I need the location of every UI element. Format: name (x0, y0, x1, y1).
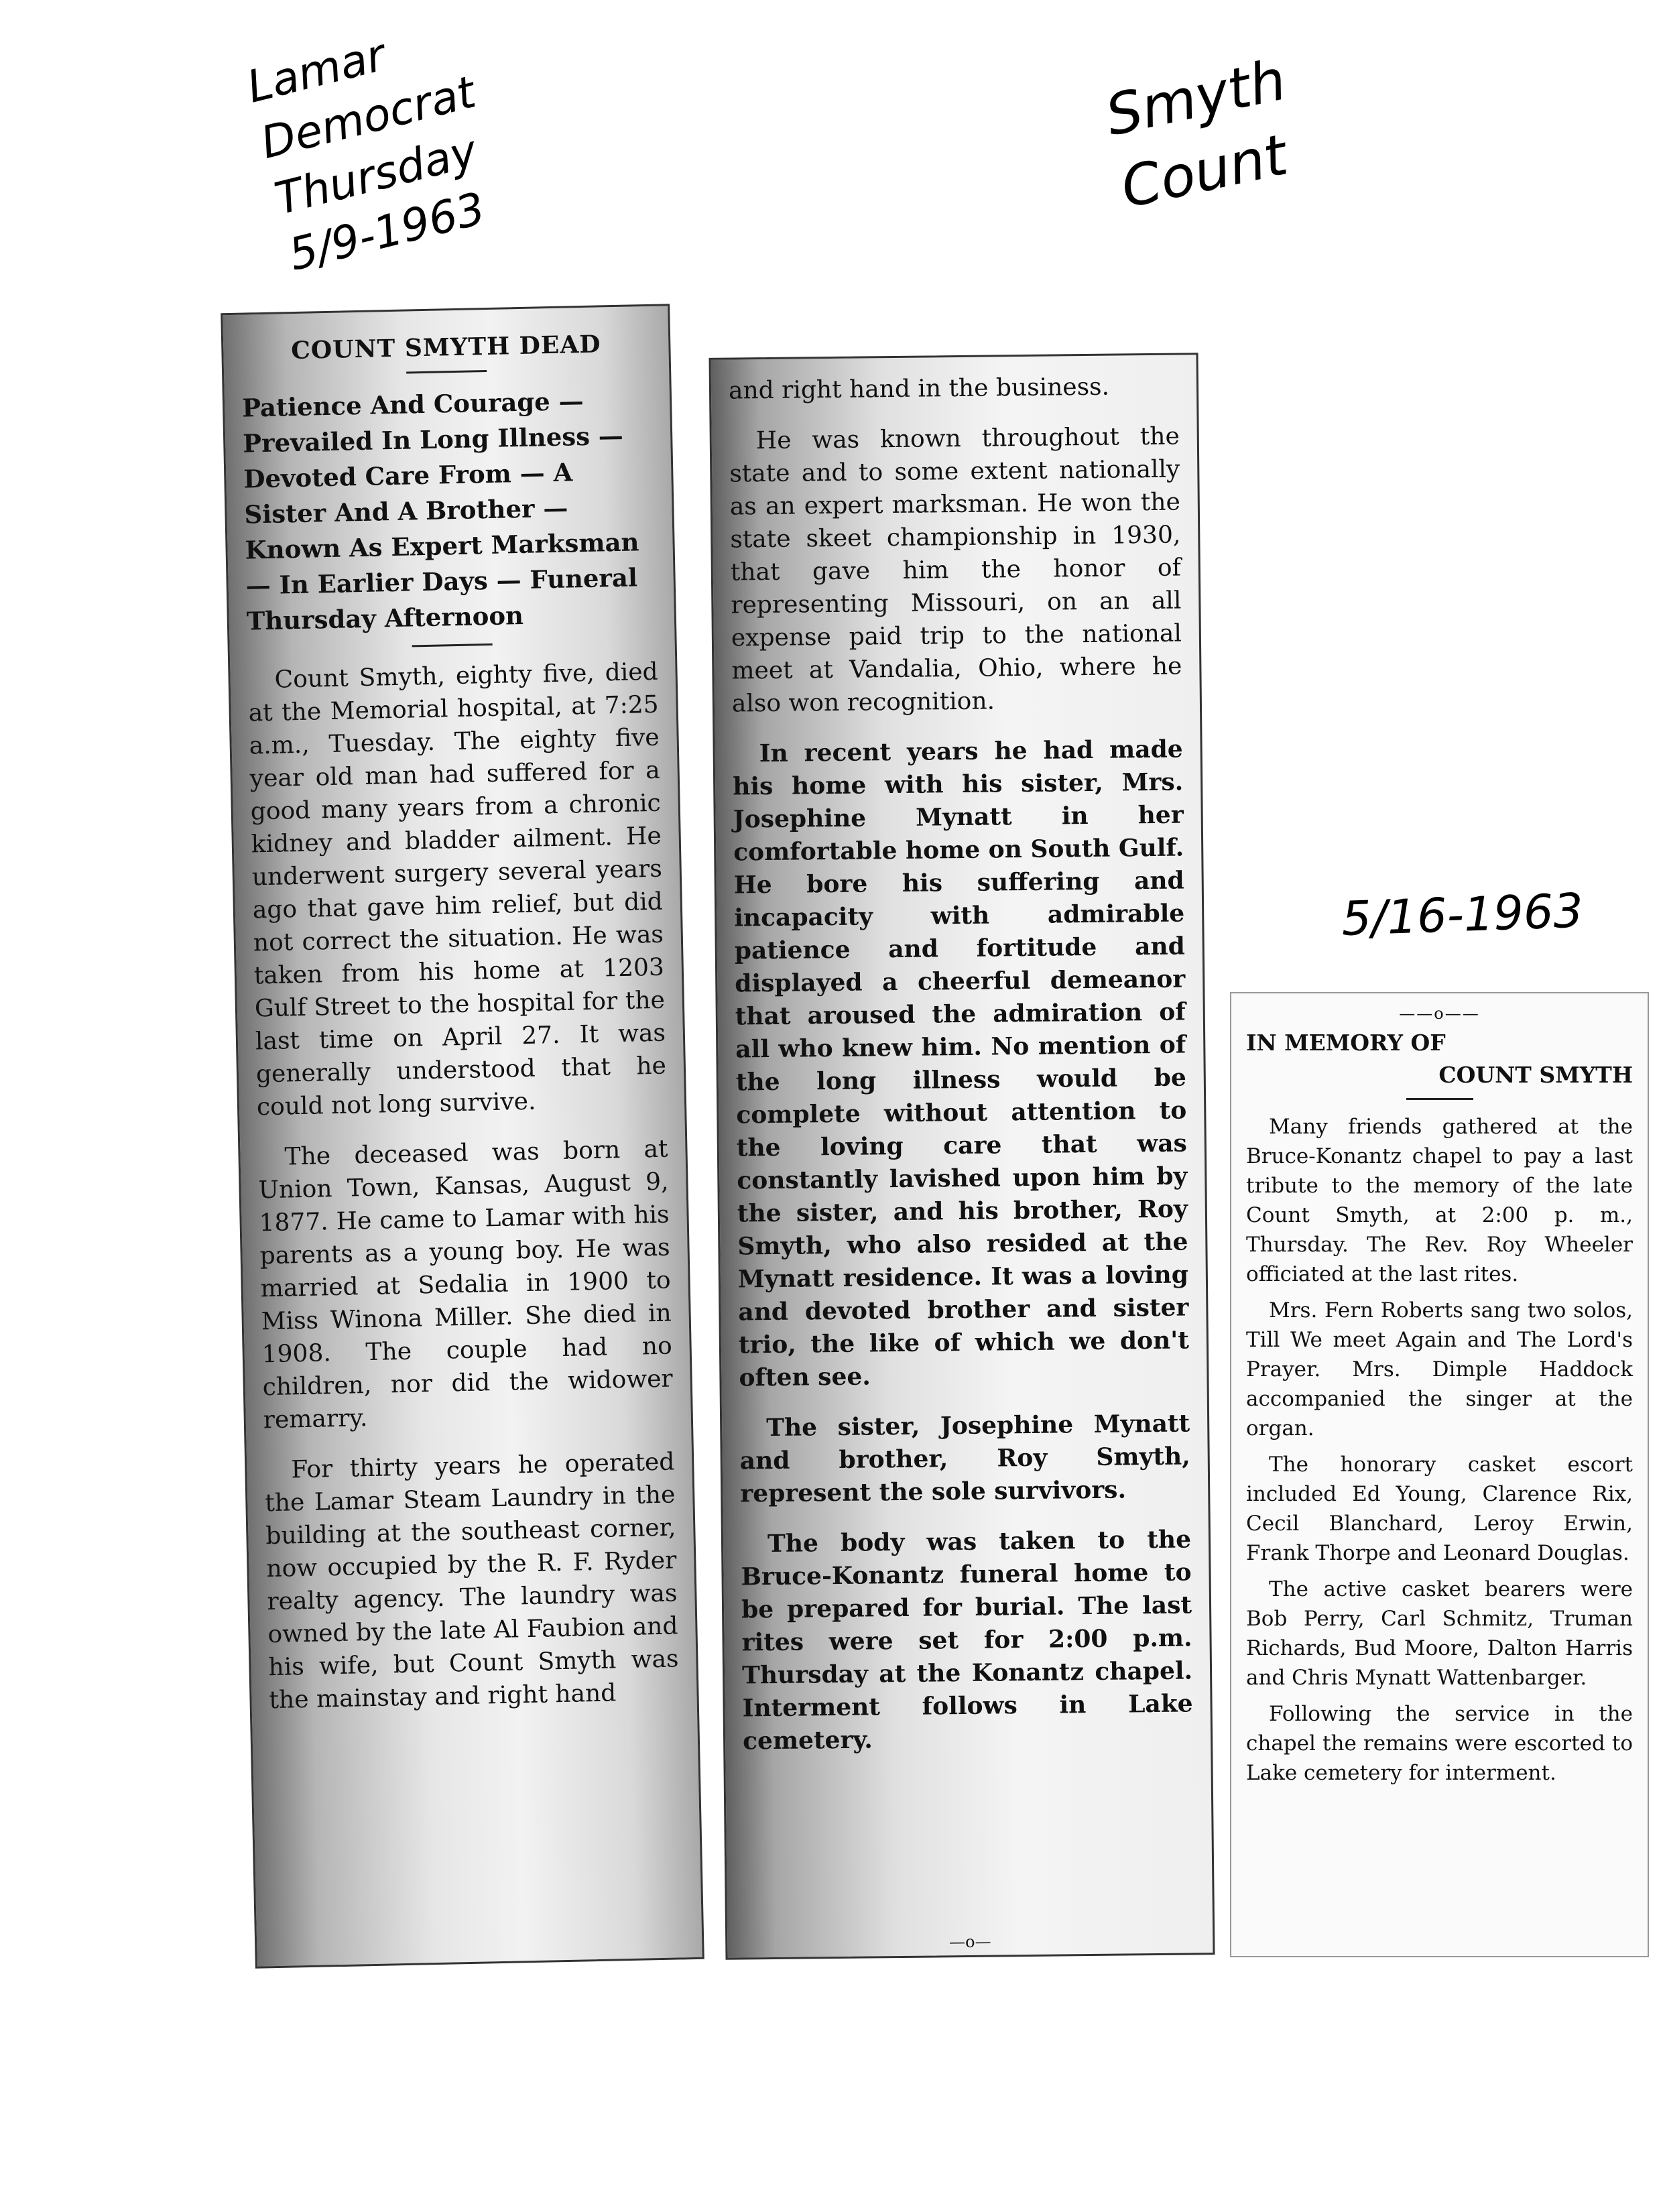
end-ornament: —o— (948, 1932, 991, 1952)
obituary-deck: Patience And Courage — Prevailed In Long Illness — Devoted Care From — A Sister And A Brother — Known As Expert Marksman — In Earlier Days — Funeral Thursday Afternoon (241, 385, 639, 636)
handwritten-source-note: Lamar Democrat Thursday 5/9-1963 (241, 29, 491, 281)
divider (412, 643, 493, 648)
memorial-title (1246, 1027, 1633, 1091)
paragraph: The sister, Josephine Mynatt and brother, Roy Smyth, represent the sole survivors. (739, 1409, 1190, 1508)
handwritten-date: 5/16-1963 (1341, 883, 1585, 946)
paragraph: Mrs. Fern Roberts sang two solos, Till We meet Again and The Lord's Prayer. Mrs. Dimple Haddock accompanied the singer at the organ. (1246, 1298, 1633, 1440)
memorial-clipping (1230, 992, 1649, 1957)
ornament: ——o—— (1399, 1004, 1480, 1023)
paragraph: The honorary casket escort included Ed Young, Clarence Rix, Cecil Blanchard, Leroy Erwin, Frank Thorpe and Leonard Douglas. (1246, 1453, 1633, 1565)
divider (406, 370, 487, 374)
memorial-title-line-2: COUNT SMYTH (1438, 1062, 1633, 1088)
paragraph: Following the service in the chapel the remains were escorted to Lake cemetery for interment. (1246, 1702, 1633, 1785)
paragraph: The active casket bearers were Bob Perry, Carl Schmitz, Truman Richards, Bud Moore, Dalton Harris and Chris Mynatt Wattenbarger. (1246, 1577, 1633, 1690)
obituary-clipping-column-1 (221, 304, 704, 1968)
paragraph: and right hand in the business. (728, 373, 1110, 405)
paragraph: The deceased was born at Union Town, Kansas, August 9, 1877. He came to Lamar with his parents as a young boy. He was married at Sedalia in 1900 to Miss Winona Miller. She died in 1908. The couple had no children, nor did the widower remarry. (258, 1135, 674, 1434)
obituary-clipping-column-2 (709, 353, 1215, 1960)
memorial-title-line-1: IN MEMORY OF (1246, 1030, 1446, 1056)
handwritten-subject-name: Smyth Count (1100, 46, 1293, 221)
paragraph: In recent years he had made his home with his sister, Mrs. Josephine Mynatt in her comfortable home on South Gulf. He bore his suffering and incapacity with admirable patience and fortitude and displayed a cheerful demeanor that aroused the admiration of all who knew him. No mention of the long illness would be complete without attention to the loving care that was constantly lavished upon him by the sister, and his brother, Roy Smyth, who also resided at the Mynatt residence. It was a loving and devoted brother and sister trio, the like of which we don't often see. (732, 735, 1190, 1392)
divider (1406, 1098, 1473, 1100)
paragraph: The body was taken to the Bruce-Konantz funeral home to be prepared for burial. The last rites were set for 2:00 p.m. Thursday at the Konantz chapel. Interment follows in Lake cemetery. (741, 1525, 1193, 1756)
paragraph: Count Smyth, eighty five, died at the Memorial hospital, at 7:25 a.m., Tuesday. The eighty five year old man had suffered for a good many years from a chronic kidney and bladder ailment. He underwent surgery several years ago that gave him relief, but did not correct the situation. He was taken from his home at 1203 Gulf Street to the hospital for the last time on April 27. It was generally understood that he could not long survive. (248, 658, 667, 1121)
paragraph: For thirty years he operated the Lamar Steam Laundry in the building at the southeast corner, now occupied by the R. F. Ryder realty agency. The laundry was owned by the late Al Faubion and his wife, but Count Smyth was the mainstay and right hand (264, 1448, 679, 1715)
obituary-headline: COUNT SMYTH DEAD (290, 330, 601, 365)
paragraph: Many friends gathered at the Bruce-Konantz chapel to pay a last tribute to the memory of the late Count Smyth, at 2:00 p. m., Thursday. The Rev. Roy Wheeler officiated at the last rites. (1246, 1115, 1633, 1286)
paragraph: He was known throughout the state and to some extent nationally as an expert marksman. He won the state skeet championship in 1930, that gave him the honor of representing Missouri, on an all expense paid trip to the national meet at Vandalia, Ohio, where he also won recognition. (729, 422, 1182, 718)
